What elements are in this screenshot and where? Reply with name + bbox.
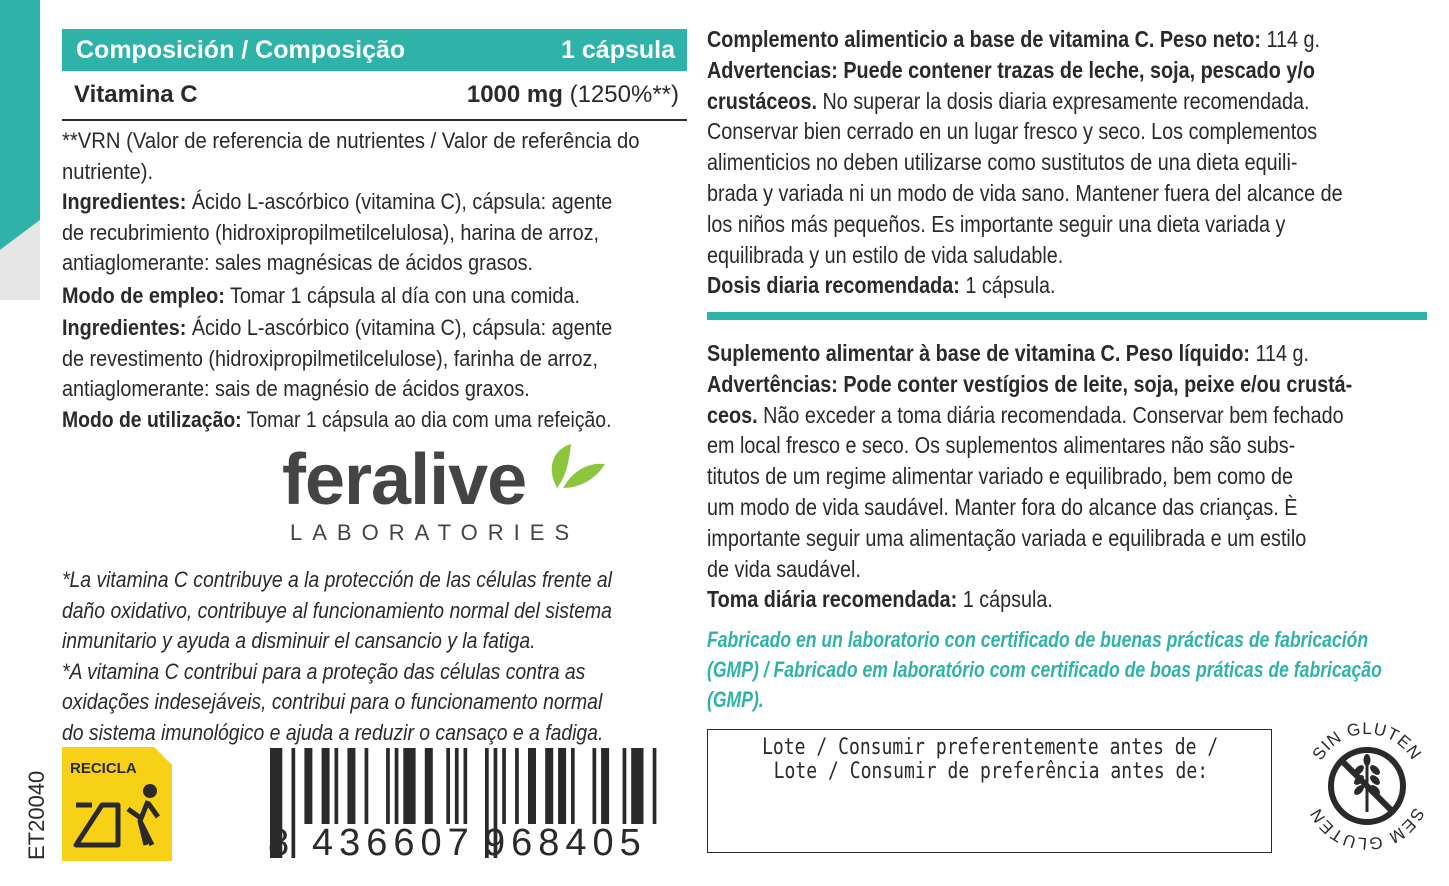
es-ingredients-text: Ácido L-ascórbico (vitamina C), cápsula: agente xyxy=(186,189,613,214)
pt-product-info xyxy=(707,338,1427,615)
gmp-line: (GMP). xyxy=(707,687,764,712)
es-usage xyxy=(62,281,687,312)
es-warning-text: brada y variada ni un modo de vida sano. Mantener fuera del alcance de xyxy=(707,179,1343,206)
es-warning-text: alimenticios no deben utilizarse como sustitutos de una dieta equili- xyxy=(707,149,1298,176)
barcode-bar xyxy=(601,748,609,824)
barcode-bar xyxy=(292,748,296,858)
leaf-icon xyxy=(537,440,607,490)
pt-warning-text: importante seguir uma alimentação variada e equilibrada e um estilo xyxy=(707,524,1307,551)
es-ingredients-text: antiaglomerante: sales magnésicas de ácidos grasos. xyxy=(62,250,534,275)
es-ingredients xyxy=(62,187,687,279)
es-warning-text: los niños más pequeños. Es importante seguir una dieta variada y xyxy=(707,210,1286,237)
brand-logo xyxy=(282,440,582,555)
lot-expiry-line: Lote / Consumir de preferência antes de: xyxy=(773,759,1208,784)
pt-warning-text: um modo de vida saudável. Manter fora do alcance das crianças. È xyxy=(707,493,1298,520)
svg-text:SEM GLUTEN xyxy=(1306,805,1428,853)
barcode-bar xyxy=(631,748,643,824)
es-usage-label: Modo de empleo: xyxy=(62,283,225,308)
vrn-note-line: **VRN (Valor de referencia de nutrientes / Valor de referência do xyxy=(62,128,640,153)
barcode-bar xyxy=(502,748,506,824)
pt-weight: 114 g. xyxy=(1249,340,1310,366)
es-dose-value: 1 cápsula. xyxy=(959,272,1056,299)
recycle-label: RECICLA xyxy=(70,760,137,777)
nutrient-value xyxy=(467,81,679,109)
barcode-bar xyxy=(425,748,433,824)
es-ingredients-text: de recubrimiento (hidroxipropilmetilcelulosa), harina de arroz, xyxy=(62,219,600,245)
pt-allergens: ceos. xyxy=(707,401,758,428)
pt-ingredients xyxy=(62,313,687,405)
barcode-first-digit: 8 xyxy=(268,822,290,864)
es-dose-label: Dosis diaria recomendada: xyxy=(707,272,960,299)
pt-usage-text: Tomar 1 cápsula ao dia com uma refeição. xyxy=(241,407,612,432)
claim-line: *A vitamina C contribui para a proteção das células contra as xyxy=(62,658,586,684)
barcode-bar xyxy=(335,748,339,824)
serving-size: 1 cápsula xyxy=(561,36,675,64)
barcode-bar xyxy=(571,748,575,824)
pt-allergens: Pode conter vestígios de leite, soja, peixe e/ou crustá- xyxy=(837,370,1353,397)
claim-line: oxidações indesejáveis, contribui para o funcionamento normal xyxy=(62,689,603,714)
pt-ingredients-text: Ácido L-ascórbico (vitamina C), cápsula: agente xyxy=(186,315,613,340)
es-warning-text: No superar la dosis diaria expresamente recomendada. xyxy=(816,87,1310,114)
lot-expiry-text xyxy=(708,736,1273,784)
claim-line: daño oxidativo, contribuye al funcionamiento normal del sistema xyxy=(62,597,612,623)
pt-usage-label: Modo de utilização: xyxy=(62,407,242,432)
barcode-group-1: 436607 xyxy=(312,822,475,864)
barcode-bar xyxy=(403,748,415,824)
es-allergens: crustáceos. xyxy=(707,87,817,114)
barcode-bar xyxy=(464,748,468,824)
claim-line: *La vitamina C contribuye a la protección de las células frente al xyxy=(62,567,612,592)
barcode-bar xyxy=(386,748,390,824)
es-product-info xyxy=(707,24,1427,301)
logo-subtitle: LABORATORIES xyxy=(290,520,580,545)
barcode-bar xyxy=(653,748,657,824)
pt-ingredients-text: de revestimento (hidroxipropilmetilcelulose), farinha de arroz, xyxy=(62,345,598,371)
pt-title: Suplemento alimentar à base de vitamina C. Peso líquido: xyxy=(707,340,1250,366)
barcode-bar xyxy=(558,748,566,824)
lot-expiry-line: Lote / Consumir preferentemente antes de / xyxy=(762,735,1219,760)
nutrient-row xyxy=(62,73,687,121)
barcode-bar xyxy=(455,748,459,824)
nutrient-amount: 1000 mg xyxy=(466,81,563,108)
pt-warning-text: de vida saudável. xyxy=(707,555,861,582)
pt-dose-value: 1 cápsula. xyxy=(957,586,1053,613)
pt-dose-label: Toma diária recomendada: xyxy=(707,586,958,613)
gmp-line: (GMP) / Fabricado em laboratório com certificado de boas práticas de fabricação xyxy=(707,657,1382,682)
health-claims xyxy=(62,565,687,748)
es-weight: 114 g. xyxy=(1260,26,1321,52)
pt-warning-text: em local fresco e seco. Os suplementos alimentares não são subs- xyxy=(707,432,1296,459)
es-ingredients-label: Ingredientes: xyxy=(62,189,187,214)
barcode-bar xyxy=(365,748,369,824)
vrn-note xyxy=(62,126,687,187)
barcode-bar xyxy=(304,748,312,824)
pt-warning-text: titutos de um regime alimentar variado e equilibrado, bem como de xyxy=(707,463,1294,490)
product-code: ET20040 xyxy=(24,770,49,860)
barcode-bar xyxy=(545,748,553,824)
gmp-statement xyxy=(707,625,1427,715)
barcode-bar xyxy=(623,748,627,824)
barcode-group-2: 968405 xyxy=(484,822,647,864)
pt-warning-text: Não exceder a toma diária recomendada. Conservar bem fechado xyxy=(757,401,1344,428)
pt-ingredients-label: Ingredientes: xyxy=(62,315,187,340)
barcode-bar xyxy=(515,748,519,824)
barcode-bar xyxy=(347,748,355,824)
composition-title: Composición / Composição xyxy=(76,36,406,64)
pt-ingredients-text: antiaglomerante: sais de magnésio de ácidos graxos. xyxy=(62,376,530,401)
barcode-bar xyxy=(446,748,450,824)
es-usage-text: Tomar 1 cápsula al día con una comida. xyxy=(224,283,580,308)
es-warning-text: equilibrada y un estilo de vida saludable. xyxy=(707,241,1064,268)
barcode-bar xyxy=(528,748,536,824)
gluten-free-icon xyxy=(1297,708,1437,858)
teal-corner-decoration xyxy=(0,0,40,300)
gluten-top-text: SIN GLUTEN xyxy=(1308,718,1426,764)
barcode-bar xyxy=(593,748,597,824)
es-warning-text: Conservar bien cerrado en un lugar fresco y seco. Los complementos xyxy=(707,118,1318,145)
composition-header xyxy=(62,29,687,71)
claim-line: inmunitario y ayuda a disminuir el cansancio y la fatiga. xyxy=(62,628,536,653)
pt-usage xyxy=(62,405,687,436)
gluten-bottom-text: SEM GLUTEN xyxy=(1306,804,1428,854)
nutrient-vrn: (1250%**) xyxy=(569,81,679,108)
es-title: Complemento alimenticio a base de vitamina C. Peso neto: xyxy=(707,26,1261,52)
pt-warnings-label: Advertências: xyxy=(707,370,838,397)
barcode-bar xyxy=(322,748,330,824)
es-allergens: Puede contener trazas de leche, soja, pescado y/o xyxy=(837,56,1315,83)
barcode-bar xyxy=(395,748,399,824)
logo-wordmark: feralive xyxy=(282,440,527,520)
claim-line: do sistema imunológico e ajuda a reduzir o cansaço e a fadiga. xyxy=(62,719,604,745)
section-divider xyxy=(707,312,1427,320)
lot-expiry-box xyxy=(707,729,1272,853)
gmp-line: Fabricado en un laboratorio con certificado de buenas prácticas de fabricación xyxy=(707,627,1369,652)
es-warnings-label: Advertencias: xyxy=(707,56,838,83)
vrn-note-line: nutriente). xyxy=(62,158,154,184)
nutrient-name: Vitamina C xyxy=(74,81,198,108)
